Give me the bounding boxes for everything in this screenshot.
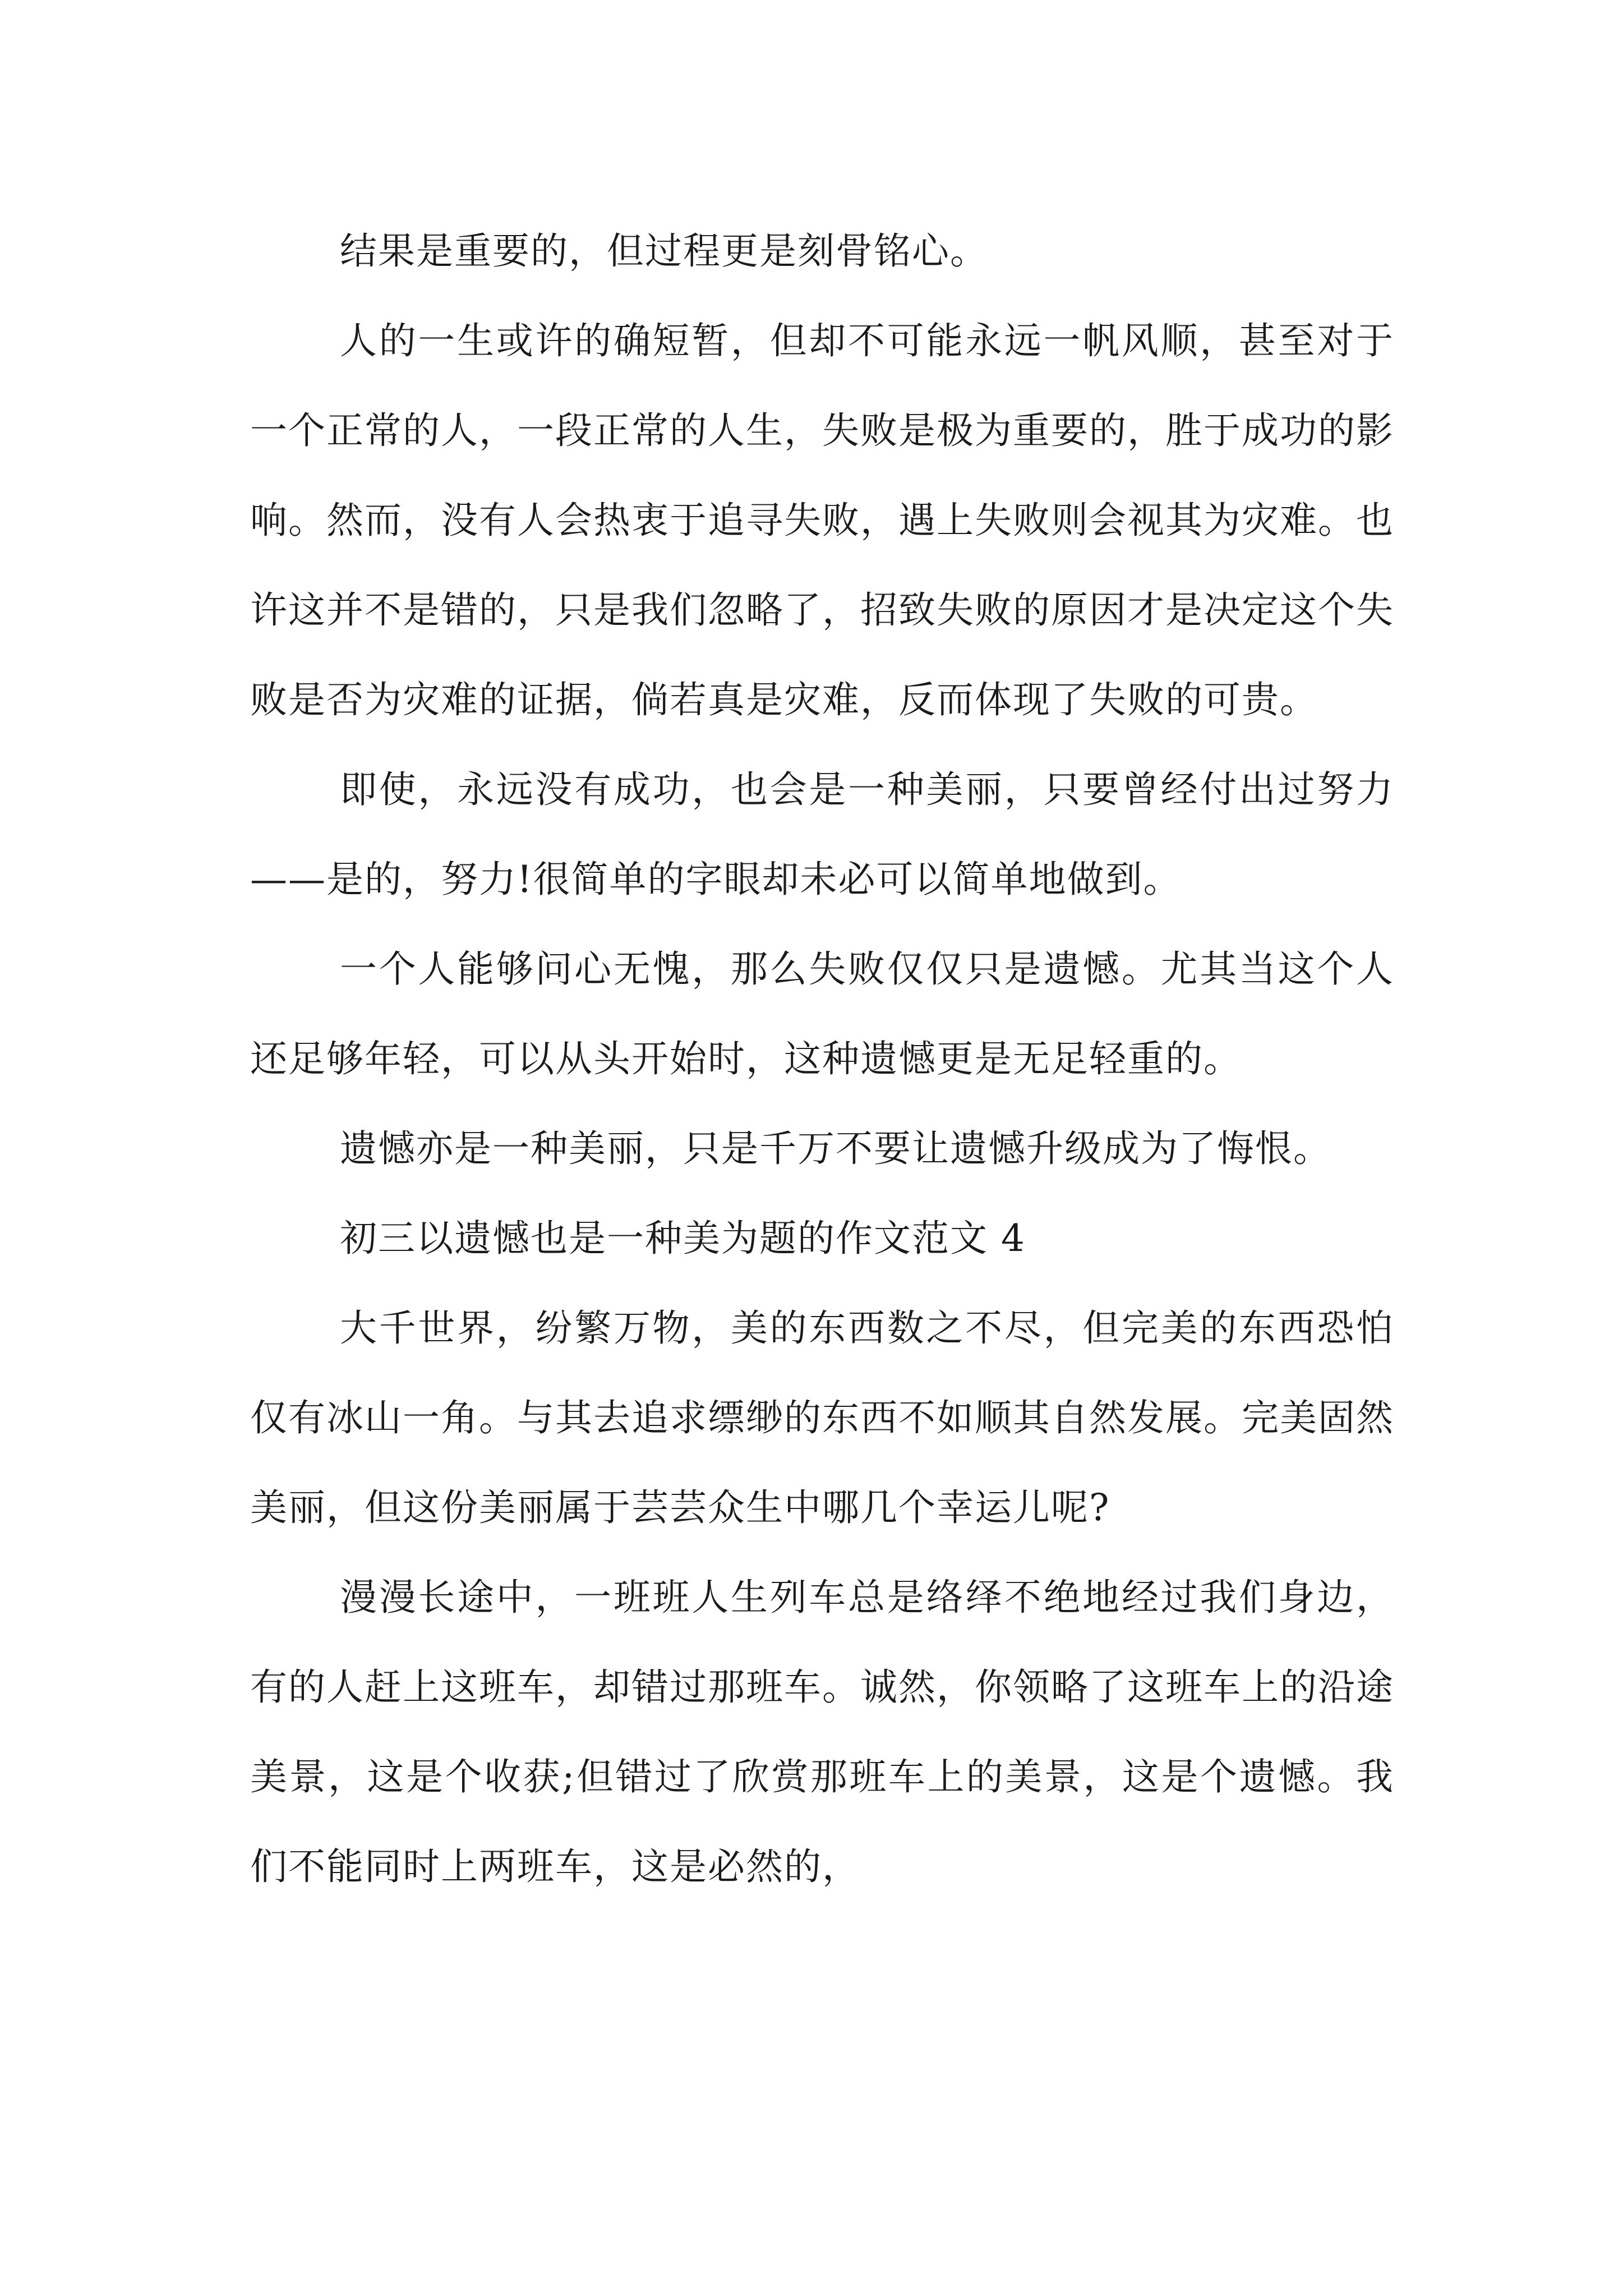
paragraph: 即使，永远没有成功，也会是一种美丽，只要曾经付出过努力——是的，努力!很简单的字眼却未必可以简单地做到。 (250, 768, 1394, 901)
document-body (250, 206, 1394, 1912)
paragraph: 人的一生或许的确短暂，但却不可能永远一帆风顺，甚至对于一个正常的人，一段正常的人生，失败是极为重要的，胜于成功的影响。然而，没有人会热衷于追寻失败，遇上失败则会视其为灾难。也许这并不是错的，只是我们忽略了，招致失败的原因才是决定这个失败是否为灾难的证据，倘若真是灾难，反而体现了失败的可贵。 (250, 319, 1394, 721)
paragraph: 遗憾亦是一种美丽，只是千万不要让遗憾升级成为了悔恨。 (340, 1127, 1331, 1170)
paragraph: 大千世界，纷繁万物，美的东西数之不尽，但完美的东西恐怕仅有冰山一角。与其去追求缥缈的东西不如顺其自然发展。完美固然美丽，但这份美丽属于芸芸众生中哪几个幸运儿呢? (250, 1306, 1394, 1529)
paragraph: 结果是重要的，但过程更是刻骨铭心。 (340, 229, 988, 273)
paragraph: 漫漫长途中，一班班人生列车总是络绎不绝地经过我们身边，有的人赶上这班车，却错过那班车。诚然，你领略了这班车上的沿途美景，这是个收获;但错过了欣赏那班车上的美景，这是个遗憾。我们不能同时上两班车，这是必然的， (250, 1576, 1394, 1888)
section-heading: 初三以遗憾也是一种美为题的作文范文 4 (340, 1217, 1026, 1260)
paragraph: 一个人能够问心无愧，那么失败仅仅只是遗憾。尤其当这个人还足够年轻，可以从头开始时，这种遗憾更是无足轻重的。 (250, 947, 1394, 1080)
